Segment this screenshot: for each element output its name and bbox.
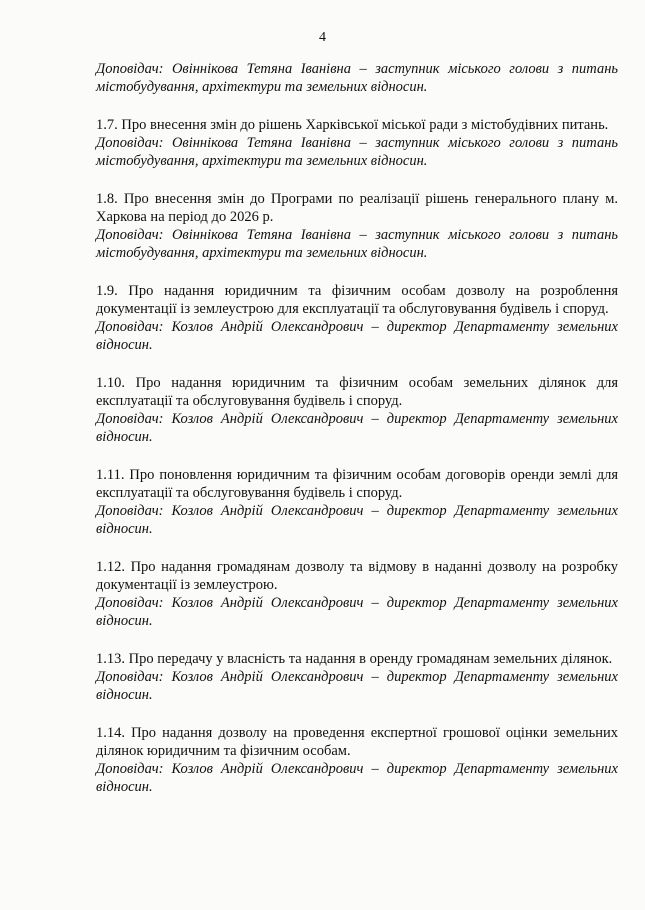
agenda-item-reporter: Доповідач: Козлов Андрій Олександрович – директор Департаменту земельних відносин. <box>96 669 618 703</box>
agenda-item-1-14 <box>96 724 618 796</box>
agenda-item-title: 1.8. Про внесення змін до Програми по реалізації рішень генерального плану м. Харкова на період до 2026 р. <box>96 191 618 225</box>
agenda-content <box>96 60 618 816</box>
intro-block <box>96 60 618 96</box>
agenda-item-title: 1.10. Про надання юридичним та фізичним особам земельних ділянок для експлуатації та обслуговування будівель і споруд. <box>96 375 618 409</box>
agenda-item-reporter: Доповідач: Козлов Андрій Олександрович – директор Департаменту земельних відносин. <box>96 503 618 537</box>
agenda-item-1-9 <box>96 282 618 354</box>
agenda-item-title: 1.11. Про поновлення юридичним та фізичним особам договорів оренди землі для експлуатації та обслуговування будівель і споруд. <box>96 467 618 501</box>
agenda-item-title: 1.13. Про передачу у власність та надання в оренду громадянам земельних ділянок. <box>96 651 613 667</box>
agenda-item-1-8 <box>96 190 618 262</box>
agenda-item-reporter: Доповідач: Овіннікова Тетяна Іванівна – заступник міського голови з питань містобудування, архітектури та земельних відносин. <box>96 227 618 261</box>
agenda-item-reporter: Доповідач: Козлов Андрій Олександрович – директор Департаменту земельних відносин. <box>96 761 618 795</box>
agenda-item-title: 1.7. Про внесення змін до рішень Харківської міської ради з містобудівних питань. <box>96 117 609 133</box>
agenda-item-1-13 <box>96 650 618 704</box>
page-number: 4 <box>319 30 326 45</box>
agenda-item-reporter: Доповідач: Козлов Андрій Олександрович – директор Департаменту земельних відносин. <box>96 411 618 445</box>
agenda-item-reporter: Доповідач: Овіннікова Тетяна Іванівна – заступник міського голови з питань містобудування, архітектури та земельних відносин. <box>96 135 618 169</box>
agenda-item-reporter: Доповідач: Козлов Андрій Олександрович – директор Департаменту земельних відносин. <box>96 319 618 353</box>
agenda-item-1-7 <box>96 116 618 170</box>
agenda-item-1-12 <box>96 558 618 630</box>
agenda-item-1-10 <box>96 374 618 446</box>
agenda-item-1-11 <box>96 466 618 538</box>
agenda-item-reporter: Доповідач: Козлов Андрій Олександрович – директор Департаменту земельних відносин. <box>96 595 618 629</box>
agenda-item-title: 1.9. Про надання юридичним та фізичним особам дозволу на розроблення документації із землеустрою для експлуатації та обслуговування будівель і споруд. <box>96 283 618 317</box>
intro-reporter: Доповідач: Овіннікова Тетяна Іванівна – заступник міського голови з питань містобудування, архітектури та земельних відносин. <box>96 61 618 95</box>
agenda-item-title: 1.12. Про надання громадянам дозволу та відмову в наданні дозволу на розробку документації із землеустрою. <box>96 559 618 593</box>
agenda-item-title: 1.14. Про надання дозволу на проведення експертної грошової оцінки земельних ділянок юридичним та фізичним особам. <box>96 725 618 759</box>
